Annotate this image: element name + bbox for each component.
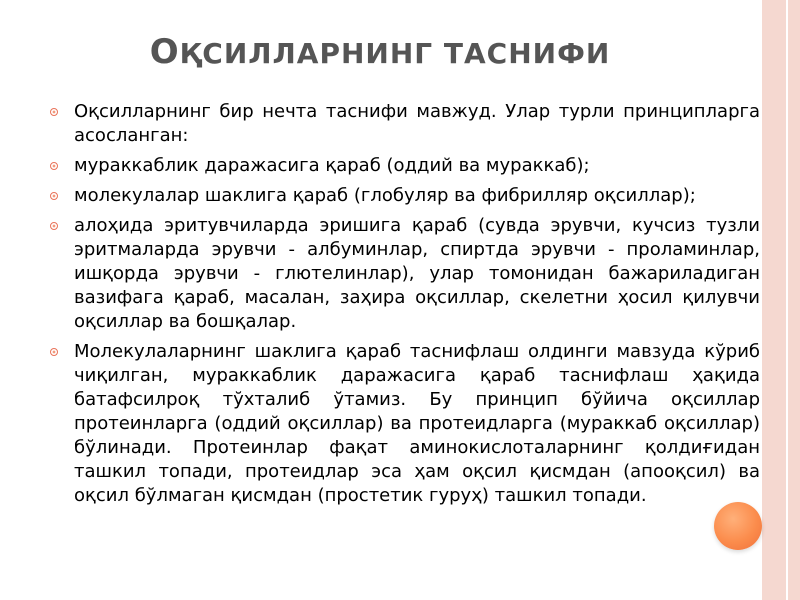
bullet-text: Молекулаларнинг шаклига қараб таснифлаш олдинги мавзуда кўриб чиқилган, мураккаблик даражасига қараб таснифлаш ҳақида батафсилроқ тўхталиб ўтамиз. Бу принцип бўйича оқсиллар протеинларга (оддий оқсиллар) ва протеидларга (мураккаб оқсиллар) бўлинади. Протеинлар фақат аминокислоталарнинг қолдиғидан ташкил топади, протеидлар эса ҳам оқсил қисмдан (апооқсил) ва оқсил бўлмаган қисмдан (простетик гуруҳ) ташкил топади.	[74, 341, 760, 506]
bullet-circle-icon	[50, 108, 58, 116]
slide-content	[48, 100, 760, 514]
bullet-text: мураккаблик даражасига қараб (оддий ва мураккаб);	[74, 155, 590, 176]
bullet-item	[48, 184, 760, 208]
bullet-item	[48, 154, 760, 178]
decorative-orange-circle-icon	[714, 502, 762, 550]
bullet-circle-icon	[50, 162, 58, 170]
bullet-circle-icon	[50, 222, 58, 230]
bullet-text: молекулалар шаклига қараб (глобуляр ва фибрилляр оқсиллар);	[74, 185, 696, 206]
bullet-circle-icon	[50, 348, 58, 356]
slide-title	[0, 32, 760, 72]
bullet-item	[48, 340, 760, 508]
slide-title-initial: О	[149, 32, 180, 72]
bullet-item	[48, 100, 760, 148]
bullet-item	[48, 214, 760, 334]
slide-title-rest: ҚСИЛЛАРНИНГ ТАСНИФИ	[179, 37, 611, 70]
bullet-circle-icon	[50, 192, 58, 200]
bullet-text: Оқсилларнинг бир нечта таснифи мавжуд. Улар турли принципларга асосланган:	[74, 101, 760, 146]
slide-side-border	[762, 0, 800, 600]
bullet-text: алоҳида эритувчиларда эришига қараб (сувда эрувчи, кучсиз тузли эритмаларда эрувчи - албуминлар, спиртда эрувчи - проламинлар, ишқорда эрувчи - глютелинлар), улар томонидан бажариладиган вазифага қараб, масалан, заҳира оқсиллар, скелетни ҳосил қилувчи оқсиллар ва бошқалар.	[74, 215, 760, 332]
